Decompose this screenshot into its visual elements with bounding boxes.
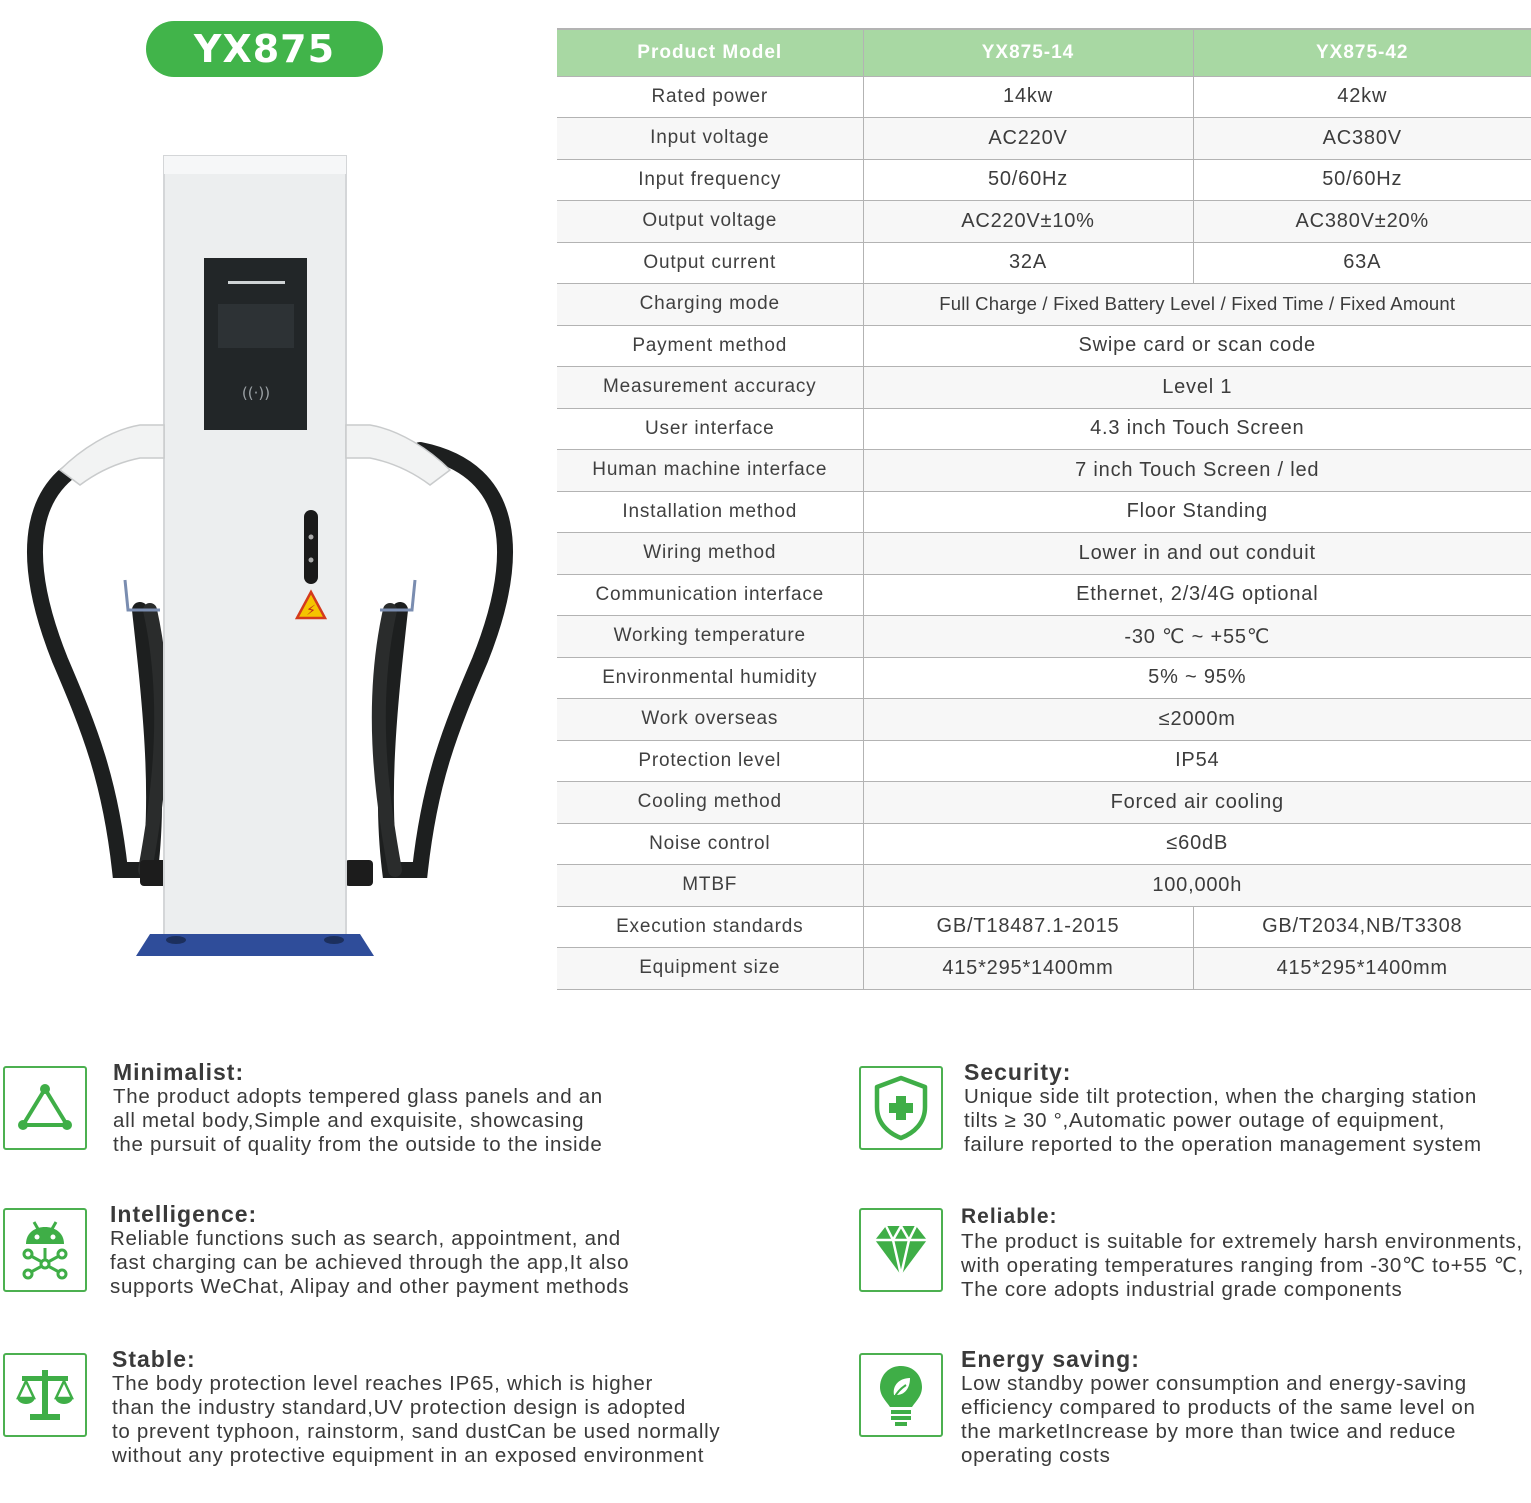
table-row xyxy=(557,657,1531,699)
cell-value: GB/T18487.1-2015 xyxy=(863,906,1193,948)
row-label: Work overseas xyxy=(557,699,863,741)
cell-value: 50/60Hz xyxy=(863,159,1193,201)
cell-value: 415*295*1400mm xyxy=(863,948,1193,990)
feature-desc: The product adopts tempered glass panels and an all metal body,Simple and exquisite, showcasing the pursuit of quality from the outside to the inside xyxy=(113,1085,603,1156)
diamond-icon xyxy=(859,1208,943,1292)
cell-value: GB/T2034,NB/T3308 xyxy=(1193,906,1531,948)
feature-title: Minimalist: xyxy=(113,1059,245,1085)
row-label: MTBF xyxy=(557,865,863,907)
cell-value: 4.3 inch Touch Screen xyxy=(863,408,1531,450)
table-row xyxy=(557,284,1531,326)
cell-value: 100,000h xyxy=(863,865,1531,907)
android-icon xyxy=(3,1208,87,1292)
table-row xyxy=(557,616,1531,658)
table-row xyxy=(557,491,1531,533)
table-row xyxy=(557,325,1531,367)
row-label: Communication interface xyxy=(557,574,863,616)
row-label: Execution standards xyxy=(557,906,863,948)
table-row xyxy=(557,948,1531,990)
model-badge: YX875 xyxy=(146,21,383,77)
row-label: Human machine interface xyxy=(557,450,863,492)
cell-value: 32A xyxy=(863,242,1193,284)
row-label: Output voltage xyxy=(557,201,863,243)
row-label: Payment method xyxy=(557,325,863,367)
row-label: Input voltage xyxy=(557,118,863,160)
table-row xyxy=(557,242,1531,284)
cell-value: -30 ℃ ~ +55℃ xyxy=(863,616,1531,658)
feature-title: Intelligence: xyxy=(110,1201,258,1227)
cell-value: IP54 xyxy=(863,740,1531,782)
row-label: Measurement accuracy xyxy=(557,367,863,409)
feature-title: Security: xyxy=(964,1059,1072,1085)
row-label: Equipment size xyxy=(557,948,863,990)
right-cable xyxy=(386,450,505,870)
feature-desc: Unique side tilt protection, when the charging station tilts ≥ 30 °,Automatic power outage of equipment, failure reported to the operation management system xyxy=(964,1085,1482,1156)
table-row xyxy=(557,533,1531,575)
header-model-14: YX875-14 xyxy=(863,29,1193,76)
feature-desc: Reliable functions such as search, appointment, and fast charging can be achieved through the app,It also supports WeChat, Alipay and other payment methods xyxy=(110,1227,630,1298)
table-row xyxy=(557,201,1531,243)
eco-bulb-icon xyxy=(859,1353,943,1437)
cell-value: Lower in and out conduit xyxy=(863,533,1531,575)
table-row xyxy=(557,823,1531,865)
shield-icon xyxy=(859,1066,943,1150)
table-row xyxy=(557,450,1531,492)
triangle-nodes-icon xyxy=(3,1066,87,1150)
cell-value: ≤60dB xyxy=(863,823,1531,865)
left-cable xyxy=(35,450,154,870)
row-label: Cooling method xyxy=(557,782,863,824)
cell-value: 5% ~ 95% xyxy=(863,657,1531,699)
table-row xyxy=(557,865,1531,907)
table-row xyxy=(557,367,1531,409)
row-label: Wiring method xyxy=(557,533,863,575)
cell-value: Level 1 xyxy=(863,367,1531,409)
table-row xyxy=(557,159,1531,201)
row-label: Environmental humidity xyxy=(557,657,863,699)
table-row xyxy=(557,574,1531,616)
table-header-row xyxy=(557,29,1531,76)
cell-value: 7 inch Touch Screen / led xyxy=(863,450,1531,492)
feature-title: Energy saving: xyxy=(961,1346,1140,1372)
header-product-model: Product Model xyxy=(557,29,863,76)
feature-title: Reliable: xyxy=(961,1205,1058,1228)
row-label: Protection level xyxy=(557,740,863,782)
cell-value: 50/60Hz xyxy=(1193,159,1531,201)
table-row xyxy=(557,408,1531,450)
svg-text:((·)): ((·)) xyxy=(241,384,271,402)
row-label: Charging mode xyxy=(557,284,863,326)
table-row xyxy=(557,118,1531,160)
cell-value: Swipe card or scan code xyxy=(863,325,1531,367)
row-label: Rated power xyxy=(557,76,863,118)
cell-value: 14kw xyxy=(863,76,1193,118)
table-row xyxy=(557,740,1531,782)
table-row xyxy=(557,699,1531,741)
row-label: Output current xyxy=(557,242,863,284)
left-connector xyxy=(60,425,164,485)
cell-value: ≤2000m xyxy=(863,699,1531,741)
cell-value: 42kw xyxy=(1193,76,1531,118)
cell-value: Full Charge / Fixed Battery Level / Fixed Time / Fixed Amount xyxy=(863,284,1531,326)
cell-value: Ethernet, 2/3/4G optional xyxy=(863,574,1531,616)
table-row xyxy=(557,782,1531,824)
feature-desc: The product is suitable for extremely harsh environments, with operating temperatures ranging from -30℃ to+55 ℃, The core adopts industrial grade components xyxy=(961,1230,1525,1301)
balance-scale-icon xyxy=(3,1353,87,1437)
row-label: User interface xyxy=(557,408,863,450)
charger-illustration xyxy=(0,140,540,970)
feature-desc: The body protection level reaches IP65, which is higher than the industry standard,UV protection design is adopted to prevent typhoon, rainstorm, sand dustCan be used normally without any protective equipment in an exposed environment xyxy=(112,1372,721,1467)
feature-desc: Low standby power consumption and energy-saving efficiency compared to products of the same level on the marketIncrease by more than twice and reduce operating costs xyxy=(961,1372,1476,1467)
row-label: Noise control xyxy=(557,823,863,865)
spec-table xyxy=(557,28,1531,990)
svg-text:⚡: ⚡ xyxy=(306,603,316,619)
feature-title: Stable: xyxy=(112,1346,196,1372)
cell-value: Forced air cooling xyxy=(863,782,1531,824)
row-label: Input frequency xyxy=(557,159,863,201)
row-label: Working temperature xyxy=(557,616,863,658)
cell-value: AC380V±20% xyxy=(1193,201,1531,243)
header-model-42: YX875-42 xyxy=(1193,29,1531,76)
table-row xyxy=(557,906,1531,948)
cell-value: AC220V±10% xyxy=(863,201,1193,243)
cell-value: 63A xyxy=(1193,242,1531,284)
cell-value: AC220V xyxy=(863,118,1193,160)
row-label: Installation method xyxy=(557,491,863,533)
table-row xyxy=(557,76,1531,118)
cell-value: 415*295*1400mm xyxy=(1193,948,1531,990)
lock-handle xyxy=(304,510,318,584)
cell-value: AC380V xyxy=(1193,118,1531,160)
cell-value: Floor Standing xyxy=(863,491,1531,533)
